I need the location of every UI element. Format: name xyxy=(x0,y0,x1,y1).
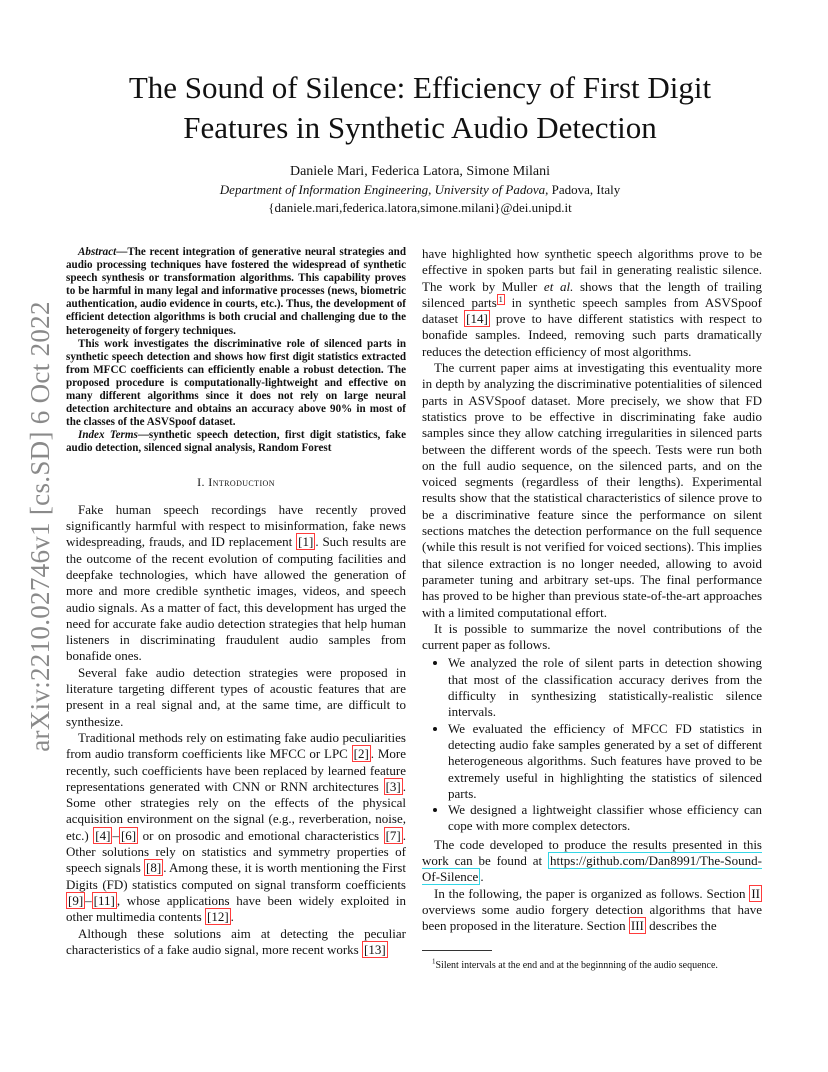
text-run: in synthetic speech samples from ASVSpoof dataset xyxy=(422,294,762,327)
right-column xyxy=(422,246,762,934)
author-emails: {daniele.mari,federica.latora,simone.milani}@dei.unipd.it xyxy=(268,200,572,215)
affiliation-location: , Padova, Italy xyxy=(545,182,621,197)
abstract-text-2: This work investigates the discriminative role of silenced parts in synthetic speech detection and shows how first digit statistics extracted from MFCC coefficients can efficiently enable a robust detection. The proposed procedure is computationally-lightweight and effective on many different algorithms since it does not rely on large neural detection architecture and obtains an accuracy above 90% in most of the classes of the ASVSpoof dataset. xyxy=(66,337,406,429)
citation-link[interactable]: [8] xyxy=(146,860,162,876)
text-run: shows that the length of trailing silenced parts xyxy=(422,278,762,310)
title-line-2: Features in Synthetic Audio Detection xyxy=(183,110,657,145)
text-run: The code developed to produce the results presented in this work can be found at xyxy=(422,836,762,868)
citation-link[interactable]: [12] xyxy=(207,909,229,925)
text-run: . Among these, it is worth mentioning the First Digits (FD) statistics computed on signal transform coefficients xyxy=(66,860,406,892)
citation-link[interactable]: [9] xyxy=(68,892,84,908)
text-run: Fake human speech recordings have recently proved significantly harmful with respect to misinformation, fake news widespreading, frauds, and ID replacement xyxy=(66,501,406,550)
text-run: . xyxy=(230,909,234,925)
text-run: . xyxy=(480,869,484,885)
intro-paragraph-4 xyxy=(66,926,406,959)
text-run: – xyxy=(85,892,92,908)
index-terms-label: Index Terms xyxy=(78,429,138,442)
text-run: Traditional methods rely on estimating fake audio peculiarities from audio transform coefficients like MFCC or LPC xyxy=(66,729,406,762)
text-run: . Some other strategies rely on the effects of the physical acquisition environment on the signal (e.g., reverberation, noise, etc.) xyxy=(66,778,406,843)
citation-link[interactable]: [2] xyxy=(353,746,369,762)
title-line-1: The Sound of Silence: Efficiency of First Digit xyxy=(128,70,712,105)
author-list: Daniele Mari, Federica Latora, Simone Milani xyxy=(289,164,551,179)
affiliation-dept: Department of Information Engineering xyxy=(219,182,429,197)
text-run: overviews some audio forgery detection algorithms that have been proposed in the literature. Section xyxy=(422,901,762,934)
intro-paragraph-2: Several fake audio detection strategies were proposed in literature targeting different types of acoustic features that are present in a real signal and, at the same time, are difficult to synthesize. xyxy=(66,664,406,729)
abstract-paragraph-2 xyxy=(66,338,406,430)
citation-link[interactable]: [6] xyxy=(120,827,137,843)
text-run: , whose applications have been widely exploited in other multimedia contents xyxy=(66,892,406,925)
text-run: In the following, the paper is organized as follows. Section xyxy=(434,885,750,901)
citation-link[interactable]: [1] xyxy=(298,534,314,550)
citation-link[interactable]: [7] xyxy=(385,827,401,843)
citation-link[interactable]: [14] xyxy=(466,311,488,327)
intro-paragraph-8 xyxy=(422,886,762,935)
intro-paragraph-5: The current paper aims at investigating this eventuality more in depth by analyzing the discriminative potentialities of silenced parts in ASVSpoof dataset. More precisely, we show that FD statistics prove to be effective in discriminating fake audio samples since they allow catching irregularities in silenced parts between the different words of the speech. Tests were run both on the full audio sequence, on the silenced parts, and on the voiced segments (regardless of their lengths). Experimental results show that the statistical characteristics of silence prove to be a discriminative feature since the performance on silent sections matches the detection performance on the full sequence (while this result is not verified for voiced sections). This implies that silence extraction is no longer needed, allowing to avoid parameter tuning and arbitrary set-ups. The final performance has proved to be higher than previous state-of-the-art approaches with a limited computational effort. xyxy=(422,360,762,620)
contribution-item: • We analyzed the role of silent parts in detection showing that most of the classification accuracy derives from the difficulty in synthesizing statistically-realistic silence intervals. xyxy=(448,655,762,720)
text-run: Although these solutions aim at detecting the peculiar characteristics of a fake audio signal, more recent works xyxy=(66,925,406,957)
intro-paragraph-3 xyxy=(66,730,406,926)
left-column xyxy=(66,246,406,958)
arxiv-identifier-text: arXiv:2210.02746v1 [cs.SD] 6 Oct 2022 xyxy=(24,300,55,752)
affiliation-univ: University of Padova xyxy=(434,182,546,197)
paper-title xyxy=(70,68,770,148)
section-ref-link[interactable]: II xyxy=(751,885,760,901)
citation-link[interactable]: [11] xyxy=(93,892,115,908)
contributions-list xyxy=(422,655,762,834)
text-run: . Other solutions rely on statistics and symmetry properties of speech signals xyxy=(66,827,407,876)
affiliation xyxy=(70,181,770,199)
text-run: . More recently, such coefficients have been replaced by learned feature representations generated with CNN or RNN architectures xyxy=(66,746,406,794)
index-terms xyxy=(66,429,406,455)
footnote-divider xyxy=(422,950,492,951)
arxiv-identifier xyxy=(20,296,60,756)
section-ref-link[interactable]: III xyxy=(630,918,644,934)
index-terms-text: —synthetic speech detection, first digit statistics, fake audio detection, silenced signal analysis, Random Forest xyxy=(66,429,406,455)
abstract-label: Abstract xyxy=(78,246,117,258)
section-heading-introduction: I. Introduction xyxy=(197,474,275,489)
footnote xyxy=(422,957,767,972)
abstract-paragraph-1 xyxy=(66,246,406,338)
citation-link[interactable]: [13] xyxy=(364,941,386,957)
text-run: . Such results are the outcome of the recent evolution of computing facilities and deepfake technologies, which have allowed the generation of more and more credible synthetic images, videos, and speech audio signals. As a matter of fact, this development has urged the need for accurate fake audio detection strategies that help human listeners in discriminating fraudulent audio samples from bonafide ones. xyxy=(66,534,406,664)
intro-paragraph-4-cont xyxy=(422,246,762,360)
text-run: have highlighted how synthetic speech algorithms prove to be effective in spoken parts but fail in generating realistic silence. The work by Muller xyxy=(422,246,762,294)
footnote-ref-link[interactable]: 1 xyxy=(498,294,503,304)
citation-link[interactable]: [4] xyxy=(95,827,111,843)
intro-paragraph-6: It is possible to summarize the novel contributions of the current paper as follows. xyxy=(422,620,762,653)
text-run: describes the xyxy=(645,918,717,934)
github-link[interactable]: https://github.com/Dan8991/The-Sound-Of-Silence xyxy=(422,852,762,885)
contribution-item: • We designed a lightweight classifier whose efficiency can cope with more complex detectors. xyxy=(448,802,762,835)
text-run: or on prosodic and emotional characteristics xyxy=(138,827,384,843)
text-run: – xyxy=(112,827,119,843)
intro-paragraph-1 xyxy=(66,502,406,665)
footnote-text: Silent intervals at the end and at the beginnning of the audio sequence. xyxy=(435,960,718,971)
abstract-text-1: —The recent integration of generative neural strategies and audio processing techniques have fostered the widespread of synthetic speech synthesis or transformation algorithms. This capability proves to be harmful in many legal and informative processes (news, biometric authentication, audio evidence in courts, etc.). Thus, the development of efficient detection algorithms is both crucial and challenging due to the heterogeneity of forgery techniques. xyxy=(66,246,406,337)
contribution-item: • We evaluated the efficiency of MFCC FD statistics in detecting audio fake samples generated by a set of different heterogeneous algorithms. Such features have proved to be extremely useful in highlighting the statistics of silenced parts. xyxy=(448,721,762,802)
text-run: prove to have different statistics with respect to bonafide samples. Indeed, removing such parts dramatically reduces the detection efficiency of most algorithms. xyxy=(422,311,763,359)
et-al: et al. xyxy=(543,278,574,294)
citation-link[interactable]: [3] xyxy=(385,778,401,794)
affiliation-sep: , xyxy=(428,182,435,197)
intro-paragraph-7 xyxy=(422,837,762,886)
footnote-mark: 1 xyxy=(432,957,436,966)
